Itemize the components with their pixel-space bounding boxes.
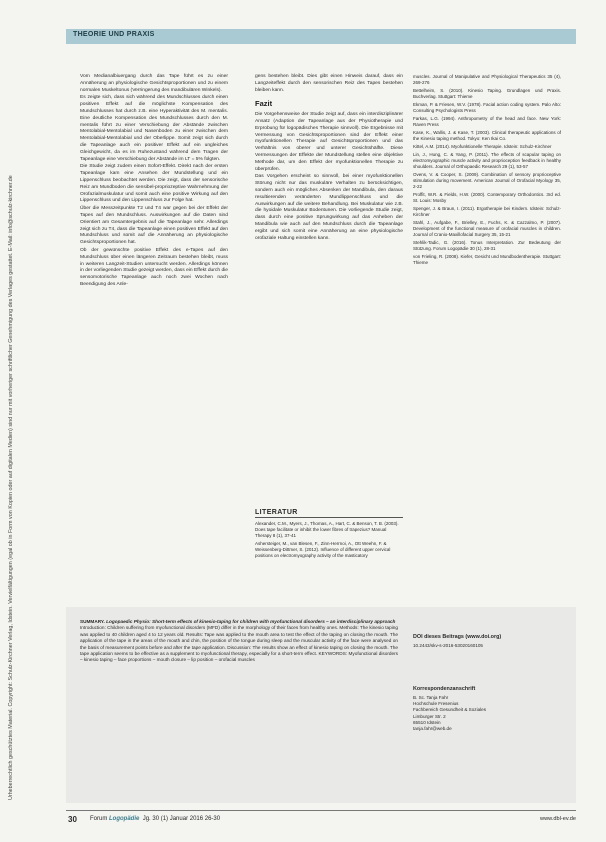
correspondence-heading: Korrespondenzanschrift [413, 686, 476, 692]
journal-issue: Jg. 30 (1) Januar 2016 26-30 [142, 816, 221, 822]
address-line: 65510 Idstein [413, 719, 441, 725]
literature-heading: LITERATUR [255, 509, 403, 518]
reference: Stehlik-Tadic, G. (2016). Tonus Interpretation. Zur Bedeutung der Stützung. Forum Logopädie 30 (1), 28-31 [413, 240, 561, 251]
body-column-2 [255, 74, 403, 243]
reference: Ashersteiger, M., van Blesen, F., Zinn-Herrnoi, A., Ott Weehn, F. & Weissenberg-Dittmer, S. (2012). Influence of different upper cervical positions on electromyography activity of the masticatory [255, 541, 391, 558]
summary-title: Logopaedic Physio: Short-term effects of kinesio-taping for children with myofunctional disorders – an interdisciplinary approach [106, 619, 396, 624]
paragraph: Vom Medianalbiuergang durch das Tape führt es zu einer Annäherung an physiologische Gesichtsproportionen und zu einem normalen Muskeltonus (Verringerung des mandibulären Winkels). [80, 74, 228, 93]
reference: muscles. Journal of Manipulative and Physiological Therapeutics 35 (4), 269-276 [413, 74, 561, 85]
paragraph: Das Vorgehen erscheint so sinnvoll, bei einer myofunktionellen Störung nicht nur das muskuläre Verhalten zu berücksichtigen, sondern auch ein mögliches Absenken der Mandibula, den daraus resultierenden veränderten Mundlippenschluss und die Auswirkungen auf die weitere Behandlung. Bei Muskulatur wie z.B. die hyoidale Muskulatur Bodentunen. Die vorliegende Studie zeigt, dass durch eine positive Sprungwirkung auf das Anheben der Mandibula wie auch auf den Mundschluss durch die Tapeanlage ergibt und sich somit eine Annäherung an eine physiologische orofaziale Haltung einstellen kann. [255, 174, 403, 241]
body-column-1 [80, 74, 228, 290]
reference: Kittel, A.M. (2014). Myofunktionelle Therapie. Idstein: Schulz-Kirchner [413, 144, 552, 149]
section-heading-fazit: Fazit [255, 99, 273, 109]
address-line: Fachbereich Gesundheit & Soziales [413, 707, 487, 713]
correspondence-address [413, 695, 563, 732]
address-line: Hochschule Fresenius [413, 701, 459, 707]
copyright-sidebar [8, 40, 19, 800]
address-email: tanja.fahr@web.de [413, 726, 452, 732]
reference: Kase, K., Wallis, J. & Kase, T. (2003). Clinical therapeutic applications of the Kinesio taping method. Tokyo: Ken Ikai Co. [413, 130, 561, 141]
paragraph: Die Vorgehensweise der Studie zeigt auf, dass ein interdisziplinärer Ansatz (Adaption der Tapeanlage aus der Physiotherapie und Erprobung für logopädisches Therapie sinnvoll). Die Ergebnisse mit Vermessung von Gesichtsproportionen sind der Effekt einer myofunktionellen Therapie auf Gesichtsproportionen und das Verhältnis von oberer und unterer Gesichtshälfte. Diese Vermessungen der Effekte der Mundstellung stellen eine objektive Methode dar, um den Effekt der myofunktionellen Therapie zu überprüfen. [255, 112, 403, 172]
reference: Ekman, P. & Friesen, W.V. (1978). Facial action coding system. Palo Alto: Consulting Psychologists Press [413, 102, 561, 113]
paragraph: gens bestehen bleibt. Dies gibt einen Hinweis darauf, dass ein Langzeiteffekt durch den sensorischen Reiz des Tapes bestehen bleiben kann. [255, 74, 403, 93]
literature-column-2 [413, 74, 561, 268]
reference: Proffit, W.R. & Fields, H.W. (2000). Contemporary Orthodontics. 3rd ed. St. Louis: Mosby [413, 192, 561, 203]
reference: Farkas, L.G. (1994). Anthropometry of the head and face. New York: Raven Press [413, 116, 561, 127]
reference: Lin, J., Hung, C. & Yang, P. (2011). The effects of scapular taping on electromyographic muscle activity and proprioception feedback in healthy shoulders. Journal of Orthopaedic Research 29 (1), 53-57 [413, 152, 561, 169]
footer-journal [90, 816, 220, 822]
reference: Ovens, V. & Cooper, S. (2009). Combination of sensory proprioceptive stimulation during movement. American Journal of Orofacial Myology 35, 2-22 [413, 172, 561, 189]
reference: von Frieling, R. (2008). Kiefer, Gesicht und Mundbodentherapie. Stuttgart: Thieme [413, 254, 561, 265]
doi-value: 10.2443/skv-s-2016-53020160105 [413, 643, 483, 648]
journal-prefix: Forum [90, 816, 108, 822]
paragraph: Es zeigte sich, dass sich während des Mundschlusses durch einen positiven Effekt auf die möglichste Kompensation des Mundschlusses hat durch z.B. eine Hyperaktivität des M. mentalis. Eine deutliche Kompensation des Mundschlusses durch den M. mentalis führt zu einer Verschiebung der Abstände zwischen Mentolabial-Mentolabial und Nasenboden zu einer zwischen dem Mentolabial-Mentolabial und der Oberlippe. Somit zeigt sich durch die Tapeanlage auch ein positiver Effekt auf ein ungleiches Gleichgewicht, da es im Ruhezustand während dem Tragen der Tapeanlage eine Verschiebung der Abstände im LT = 5% folgten. [80, 95, 228, 162]
section-label: THEORIE UND PRAXIS [73, 31, 155, 38]
literature-column-1 [255, 521, 403, 561]
footer-divider [66, 810, 576, 811]
summary-label: SUMMARY. [80, 619, 105, 624]
paragraph: Die Studie zeigt zudem einen Sofort-Effekt. Direkt nach der ersten Tapeanlage kam eine Ansehen der Mundstellung und ein Lippenschluss beobachtet werden. Die zeigt, dass der sensorische Reiz am Mundboden die sensibel-propriozeptive Wahrnehmung der Orofazialmuskulatur und somit auch eine positive Wirkung auf den Lippenschluss und den Lippenschluss zur Folge hat. [80, 164, 228, 204]
reference: Bettelheim, S. (2010). Kinesio Taping. Grundlagen und Praxis. Buchverlag. Stuttgart: Thieme [413, 88, 561, 99]
address-line: B. Sc. Tanja Fahr [413, 695, 449, 700]
summary-body: Introduction: Children suffering from myofunctional disorders (MFD) differ in the morphology of their faces from healthy ones. Methods: The kinesio taping was applied to 40 children aged 4 to 12 years old. Results: Tape was applied to the mouth area to test the effect of the taping on closing the mouth. The application of the tape in the areas of the mouth and chin, the position of the tongue during sleep and the muscular activity of the face were analysed on the basis of measurement points before and after the tape application. Discussion: The results show an effect of kinesio taping on closing the mouth. The tape application seems to be effective as a supplement to myofunctional therapy, especially for a short-term effect. KEYWORDS: Myofunctional disorders – kinesio taping – face proportions – mouth closure – lip position – orofacial muscles [80, 625, 398, 663]
reference: Stahl, J., Aufgabe, F., Brielley, E., Fuchs, K. & Cazzalmo, P. (2007). Development of the functional measure of orofacial muscles in children. Journal of Cranio-Maxillofacial Surgery 35, 15-21 [413, 220, 561, 237]
page-number: 30 [68, 815, 77, 824]
address-line: Limburger Str. 2 [413, 713, 446, 719]
copyright-notice: Urheberrechtlich geschütztes Material. Copyright: Schulz-Kirchner Verlag, Idstein. Vervielfältigungen (egal ob in Form von Kopien oder auf digitalen Medien) sind nur mit vorheriger schriftlicher Genehmigung des Verlages gestattet. E-Mail: info@schulz-kirchner.de [8, 175, 14, 800]
paragraph: Über die Messzeitpunkte T2 und T4 war gegen bei der Effekt der Tapes auf den Mundschluss. Auswirkungen auf die Daten sind Orientiert am Gesamtergebnis auf die Tapeanlage sehr. Allerdings zeigt sich zu T4, dass die Tapeanlage einen positiven Effekt auf den Mundschluss und somit auf die Annäherung an physiologische Gesichtsproportionen hat. [80, 206, 228, 246]
journal-logo: Logopädie [109, 816, 140, 822]
footer-url: www.dbl-ev.de [540, 816, 576, 822]
summary-text [80, 619, 398, 664]
paragraph: Ob der gewünschte positive Effekt des e-Tapes auf den Mundschluss über einen längeren Zeitraum bestehen bleibt, muss in weiteren Langzeit-Studien untersucht werden. Allerdings können in der vorliegenden Studie gezeigt werden, dass ein Effekt durch die sensomotorische Tapeanlage auch noch zwei Wochen nach Beendigung des Anle- [80, 247, 228, 287]
reference: Spenger, J. & Braun, I. (2011). Ergotherapie bei Kindern. Idstein: Schulz-Kirchner [413, 206, 561, 217]
reference: Alexander, C.M., Myers, J., Thomas, A., Hart, C. & Benson, T. B. (2003). Does tape facilitate or inhibit the lower fibres of trapezius? Manual Therapy 8 (1), 37-41 [255, 521, 399, 538]
doi-heading: DOI dieses Beitrags (www.doi.org) [413, 634, 502, 640]
